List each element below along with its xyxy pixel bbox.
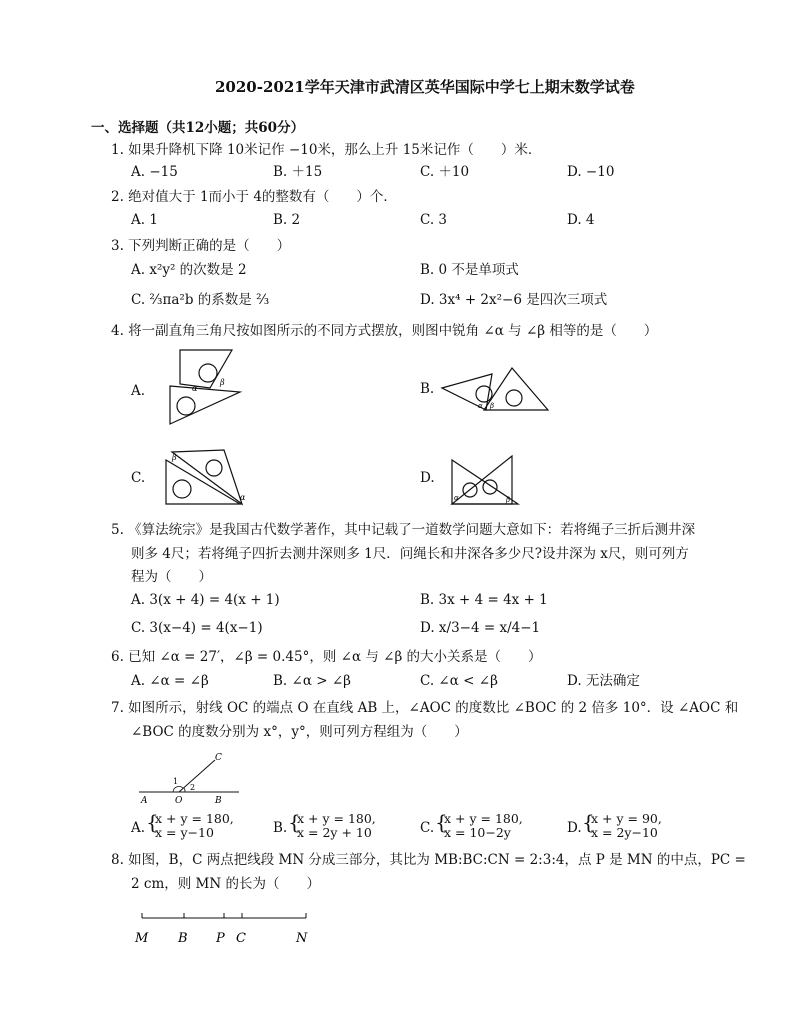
question-7-line-1: 7. 如图所示，射线 OC 的端点 O 在直线 AB 上，∠AOC 的度数比 ∠BOC 的 2 倍多 10°．设 ∠AOC 和	[111, 700, 739, 716]
q7-option-a-letter: A.	[131, 820, 146, 836]
q7-option-d-letter: D.	[567, 820, 582, 836]
point-m-label: M	[135, 931, 149, 946]
point-b-label: B	[215, 796, 222, 806]
q6-option-d: D. 无法确定	[567, 673, 640, 689]
q7-option-a-eq1: x + y = 180,	[155, 811, 234, 826]
angle-2-label: 2	[190, 783, 196, 792]
point-c-label: C	[215, 753, 222, 763]
q3-option-c: C. ⅔πa²b 的系数是 ⅔	[131, 292, 270, 308]
angle-1-label: 1	[173, 777, 179, 786]
q4-option-c: C.	[131, 470, 146, 486]
question-5-line-1: 5. 《算法统宗》是我国古代数学著作，其中记载了一道数学问题大意如下：若将绳子三折后测井深	[111, 522, 696, 538]
question-5-line-3: 程为（ ）	[131, 569, 212, 585]
point-o-label: O	[175, 796, 183, 806]
q1-option-c: C. ＋10	[420, 164, 470, 180]
question-3-stem: 3. 下列判断正确的是（ ）	[111, 238, 291, 254]
question-7-line-2: ∠BOC 的度数分别为 x°，y°，则可列方程组为（ ）	[131, 724, 468, 740]
q7-figure	[135, 750, 245, 806]
q7-option-d-eq2: x = 2y−10	[591, 825, 658, 840]
q3-option-a: A. x²y² 的次数是 2	[131, 262, 247, 278]
q7-option-c-letter: C.	[420, 820, 435, 836]
q6-option-a: A. ∠α = ∠β	[131, 673, 209, 689]
q7-option-c-brace: {	[435, 810, 448, 834]
question-8-line-2: 2 cm，则 MN 的长为（ ）	[131, 876, 320, 892]
q7-option-c-eq1: x + y = 180,	[444, 811, 523, 826]
q7-option-d-eq1: x + y = 90,	[591, 811, 662, 826]
section-heading: 一、选择题（共12小题；共60分）	[91, 120, 305, 136]
q3-option-b: B. 0 不是单项式	[420, 262, 519, 278]
q6-option-c: C. ∠α < ∠β	[420, 673, 498, 689]
q4-option-d: D.	[420, 470, 435, 486]
q2-option-c: C. 3	[420, 212, 448, 228]
q5-option-b: B. 3x + 4 = 4x + 1	[420, 592, 548, 608]
point-a-label: A	[141, 796, 148, 806]
q5-option-d: D. x/3−4 = x/4−1	[420, 620, 541, 636]
beta-label: β	[506, 496, 511, 504]
q4-option-a: A.	[131, 383, 146, 399]
q7-option-b-eq1: x + y = 180,	[297, 811, 376, 826]
question-1-stem: 1. 如果升降机下降 10米记作 −10米，那么上升 15米记作（ ）米．	[111, 142, 542, 158]
q1-option-d: D. −10	[567, 164, 615, 180]
point-c-label: C	[236, 931, 246, 946]
q4-option-b: B.	[420, 381, 435, 397]
q7-option-a-brace: {	[146, 810, 159, 834]
q1-option-a: A. −15	[131, 164, 178, 180]
q7-option-d-brace: {	[582, 810, 595, 834]
beta-label: β	[220, 378, 225, 387]
q7-option-a-eq2: x = y−10	[155, 825, 214, 840]
q4-figure-d	[448, 452, 524, 508]
q5-option-a: A. 3(x + 4) = 4(x + 1)	[131, 592, 280, 608]
q4-figure-b	[440, 366, 552, 414]
question-2-stem: 2. 绝对值大于 1而小于 4的整数有（ ）个．	[111, 189, 397, 205]
question-6-stem: 6. 已知 ∠α = 27′，∠β = 0.45°，则 ∠α 与 ∠β 的大小关系是（ ）	[111, 649, 542, 665]
point-p-label: P	[216, 931, 225, 946]
q4-figure-a	[160, 348, 244, 428]
q2-option-a: A. 1	[131, 212, 158, 228]
q7-option-b-brace: {	[288, 810, 301, 834]
q1-option-b: B. ＋15	[273, 164, 323, 180]
question-5-line-2: 则多 4尺；若将绳子四折去测井深则多 1尺．问绳长和井深各多少尺?设井深为 x尺，则可列方	[131, 546, 689, 562]
question-4-stem: 4. 将一副直角三角尺按如图所示的不同方式摆放，则图中锐角 ∠α 与 ∠β 相等的是（ ）	[111, 323, 658, 339]
alpha-label: α	[192, 384, 198, 393]
page-title: 2020-2021学年天津市武清区英华国际中学七上期末数学试卷	[215, 78, 635, 96]
point-b-label: B	[178, 931, 188, 946]
q7-option-b-letter: B.	[273, 820, 288, 836]
q2-option-b: B. 2	[273, 212, 301, 228]
q4-figure-c	[160, 448, 252, 510]
alpha-label: α	[478, 402, 483, 410]
q6-option-b: B. ∠α > ∠β	[273, 673, 351, 689]
q5-option-c: C. 3(x−4) = 4(x−1)	[131, 620, 263, 636]
q7-option-b-eq2: x = 2y + 10	[297, 825, 372, 840]
q7-option-c-eq2: x = 10−2y	[444, 825, 511, 840]
q3-option-d: D. 3x⁴ + 2x²−6 是四次三项式	[420, 292, 608, 308]
q8-figure	[130, 908, 320, 948]
alpha-label: α	[454, 494, 459, 502]
beta-label: β	[490, 402, 495, 410]
question-8-line-1: 8. 如图，B，C 两点把线段 MN 分成三部分，其比为 MB:BC:CN = 2:3:4，点 P 是 MN 的中点，PC =	[111, 852, 746, 868]
point-n-label: N	[296, 931, 308, 946]
q2-option-d: D. 4	[567, 212, 595, 228]
alpha-label: α	[240, 493, 246, 502]
beta-label: β	[172, 453, 177, 462]
